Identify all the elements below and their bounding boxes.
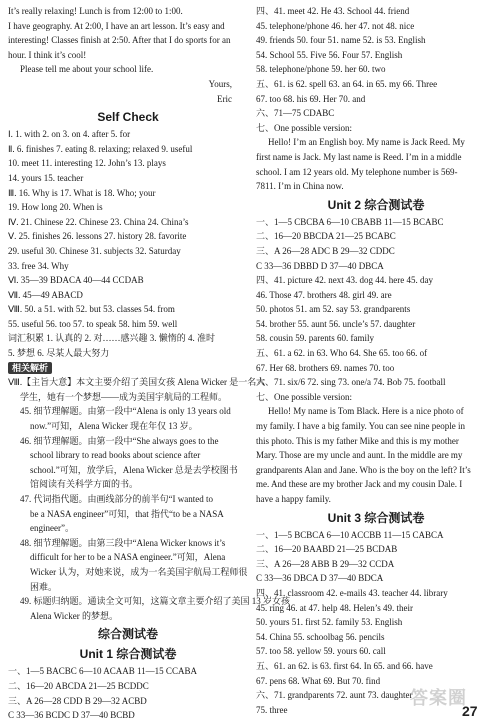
text-line: 一、1—5 BCBCA 6—10 ACCBB 11—15 CABCA [256,529,444,540]
text-line: Hello! I’m an English boy. My name is Jack Reed. My [268,137,465,148]
text-line: difficult for her to be a NASA engineer.”可知，Alena [30,552,226,563]
text-line: Alena Wicker 的梦想。 [30,610,118,621]
text-line: 5. 梦想 6. 尽某人最大努力 [8,348,110,359]
text-line: 19. How long 20. When is [8,202,103,213]
text-line: 四、41. picture 42. next 43. dog 44. here 45. day [256,275,433,286]
text-line: Ⅳ. 21. Chinese 22. Chinese 23. China 24. China’s [8,216,189,227]
text-line: 七、One possible version: [256,391,352,402]
text-line: hour. I think it’s cool! [8,49,87,60]
text-line: 词汇积累 1. 认真的 2. 对……感兴趣 3. 懒惰的 4. 准时 [8,333,216,344]
text-line: C 33—36 DBCA D 37—40 BDCA [256,573,384,584]
text-line: C 33—36 DBBD D 37—40 DBCA [256,260,384,271]
text-line: 三、A 26—28 CDD B 29—32 ACBD [8,695,147,706]
text-line: first name is Jack. My last name is Reed. I’m in a middle [256,151,462,162]
text-line: 29. useful 30. Chinese 31. subjects 32. Saturday [8,245,181,256]
text-line: 45. ring 46. at 47. help 48. Helen’s 49. their [256,602,413,613]
text-line: Mary. Those are my uncle and aunt. In the middle are my [256,450,463,461]
text-line: 七、One possible version: [256,122,352,133]
text-line: 75. three [256,704,288,715]
text-line: 45. 细节理解题。由第一段中“Alena is only 13 years old [20,406,231,417]
text-line: now.”可知，Alena Wicker 现在年仅 13 岁。 [30,421,198,432]
text-line: engineer”。 [30,523,74,534]
text-line: Wicker 认为，对她来说，成为一名美国宇航局工程师很 [30,566,248,577]
section-heading: 综合测试卷 [97,627,158,642]
text-line: Ⅱ. 6. finishes 7. eating 8. relaxing; relaxed 9. useful [8,143,193,154]
text-line: 67. too 68. his 69. Her 70. and [256,93,366,104]
text-line: 67. pens 68. What 69. But 70. find [256,675,381,686]
text-line: interesting! Classes finish at 2:50. After that I do sports for an [8,35,231,46]
text-line: 46. Those 47. brothers 48. girl 49. are [256,289,392,300]
section-heading: Unit 1 综合测试卷 [79,647,177,662]
text-line: this photo. This is my father Mike and this is my mother [256,435,459,446]
text-line: 三、A 26—28 ABB B 29—32 CCDA [256,558,395,569]
text-line: 58. cousin 59. parents 60. family [256,333,374,344]
text-line: Eric [217,93,232,104]
text-line: 四、41. meet 42. He 43. School 44. friend [256,6,410,16]
text-line: 困难。 [30,581,58,592]
text-line: 10. meet 11. interesting 12. John’s 13. plays [8,158,166,169]
text-line: 67. Her 68. brothers 69. names 70. too [256,362,395,373]
text-line: grandparents Alan and Jane. Who is the boy on the left? It’s [256,464,471,475]
text-line: 学生，她有一个梦想——成为美国宇航局的工程师。 [20,391,228,402]
section-heading: Self Check [97,110,159,125]
text-line: 7811. I’m in China now. [256,181,344,192]
text-line: have a happy family. [256,494,331,504]
text-line: be a NASA engineer”可知，that 指代“to be a NASA [30,508,224,519]
section-heading: Unit 3 综合测试卷 [327,510,425,525]
text-line: 六、71. six/6 72. sing 73. one/a 74. Bob 75. football [256,377,446,388]
text-line: 50. yours 51. first 52. family 53. English [256,617,403,628]
text-line: I have geography. At 2:00, I have an art lesson. It’s easy and [8,20,225,31]
text-line: 二、16—20 BAABD 21—25 BCDAB [256,544,398,555]
text-line: Ⅷ.【主旨大意】本文主要介绍了美国女孩 Alena Wicker 是一名大 [8,377,266,388]
text-line: 49. friends 50. four 51. name 52. is 53. English [256,35,426,46]
text-line: 五、61. a 62. in 63. Who 64. She 65. too 66. of [256,348,428,359]
text-line: 六、71—75 CDABC [256,108,335,119]
text-line: 46. 细节理解题。由第一段中“She always goes to the [20,435,219,446]
text-line: school library to read books about science after [30,450,201,461]
watermark: 答案圈 [410,688,467,708]
text-line: 二、16—20 BBCDA 21—25 BCABC [256,231,396,242]
text-line: 48. 细节理解题。由第三段中“Alena Wicker knows it’s [20,537,226,548]
section-heading: Unit 2 综合测试卷 [327,197,425,212]
text-line: Ⅲ. 16. Why is 17. What is 18. Who; your [8,187,156,198]
text-line: 54. China 55. schoolbag 56. pencils [256,631,385,642]
text-line: 二、16—20 ABCDA 21—25 BCDDC [8,680,149,691]
text-line: school. I am 12 years old. My telephone number is 569- [256,166,458,177]
text-line: 馆阅读有关科学方面的书。 [30,479,139,490]
text-line: 45. telephone/phone 46. her 47. not 48. nice [256,20,415,31]
text-line: 三、A 26—28 ADC B 29—32 CDDC [256,245,395,256]
text-line: It’s really relaxing! Lunch is from 12:00 to 1:00. [8,6,183,16]
text-line: me. And these are my brother Jack and my cousin Dale. I [256,479,463,490]
text-line: 49. 标题归纳题。通读全文可知，这篇文章主要介绍了美国 13 岁女孩 [20,596,291,607]
text-line: 33. free 34. Why [8,260,69,271]
text-line: Ⅶ. 45—49 ABACD [8,289,83,300]
text-line: 五、61. an 62. is 63. first 64. In 65. and 66. have [256,660,433,671]
section-pill: 相关解析 [8,362,52,374]
text-line: Yours, [208,78,232,89]
text-line: 54. brother 55. aunt 56. uncle’s 57. daughter [256,318,416,329]
text-line: 一、1—5 BACBC 6—10 ACAAB 11—15 CCABA [8,666,197,677]
text-line: 47. 代词指代题。由画线部分的前半句“I wanted to [20,494,213,504]
text-line: 四、41. classroom 42. e-mails 43. teacher 44. library [256,587,448,598]
page-number: 27 [462,703,478,719]
text-line: school.”可知，放学后，Alena Wicker 总是去学校图书 [30,464,238,475]
text-line: 57. too 58. yellow 59. yours 60. call [256,646,386,657]
text-line: Ⅷ. 50. a 51. with 52. but 53. classes 54. from [8,304,175,315]
text-line: Ⅰ. 1. with 2. on 3. on 4. after 5. for [8,129,131,140]
text-line: 55. useful 56. too 57. to speak 58. him 59. well [8,318,178,329]
text-line: Ⅴ. 25. finishes 26. lessons 27. history 28. favorite [8,231,187,242]
text-line: 五、61. is 62. spell 63. an 64. in 65. my 66. Three [256,78,438,89]
text-line: Please tell me about your school life. [20,64,154,75]
section-pill-line [8,361,248,376]
text-line: my family. I have a big family. You can see nine people in [256,421,466,432]
text-line: Ⅵ. 35—39 BDACA 40—44 CCDAB [8,275,144,286]
text-line: C 33—36 BCDC D 37—40 BCBD [8,710,135,721]
text-line: 50. photos 51. am 52. say 53. grandparents [256,304,411,315]
text-line: 一、1—5 CBCBA 6—10 CBABB 11—15 BCABC [256,216,444,227]
text-line: 58. telephone/phone 59. her 60. two [256,64,386,75]
text-line: 六、71. grandparents 72. aunt 73. daughter [256,690,413,701]
text-line: 14. yours 15. teacher [8,172,84,183]
right-column [256,4,496,717]
text-line: 54. School 55. Five 56. Four 57. English [256,49,403,60]
text-line: Hello! My name is Tom Black. Here is a nice photo of [268,406,464,417]
